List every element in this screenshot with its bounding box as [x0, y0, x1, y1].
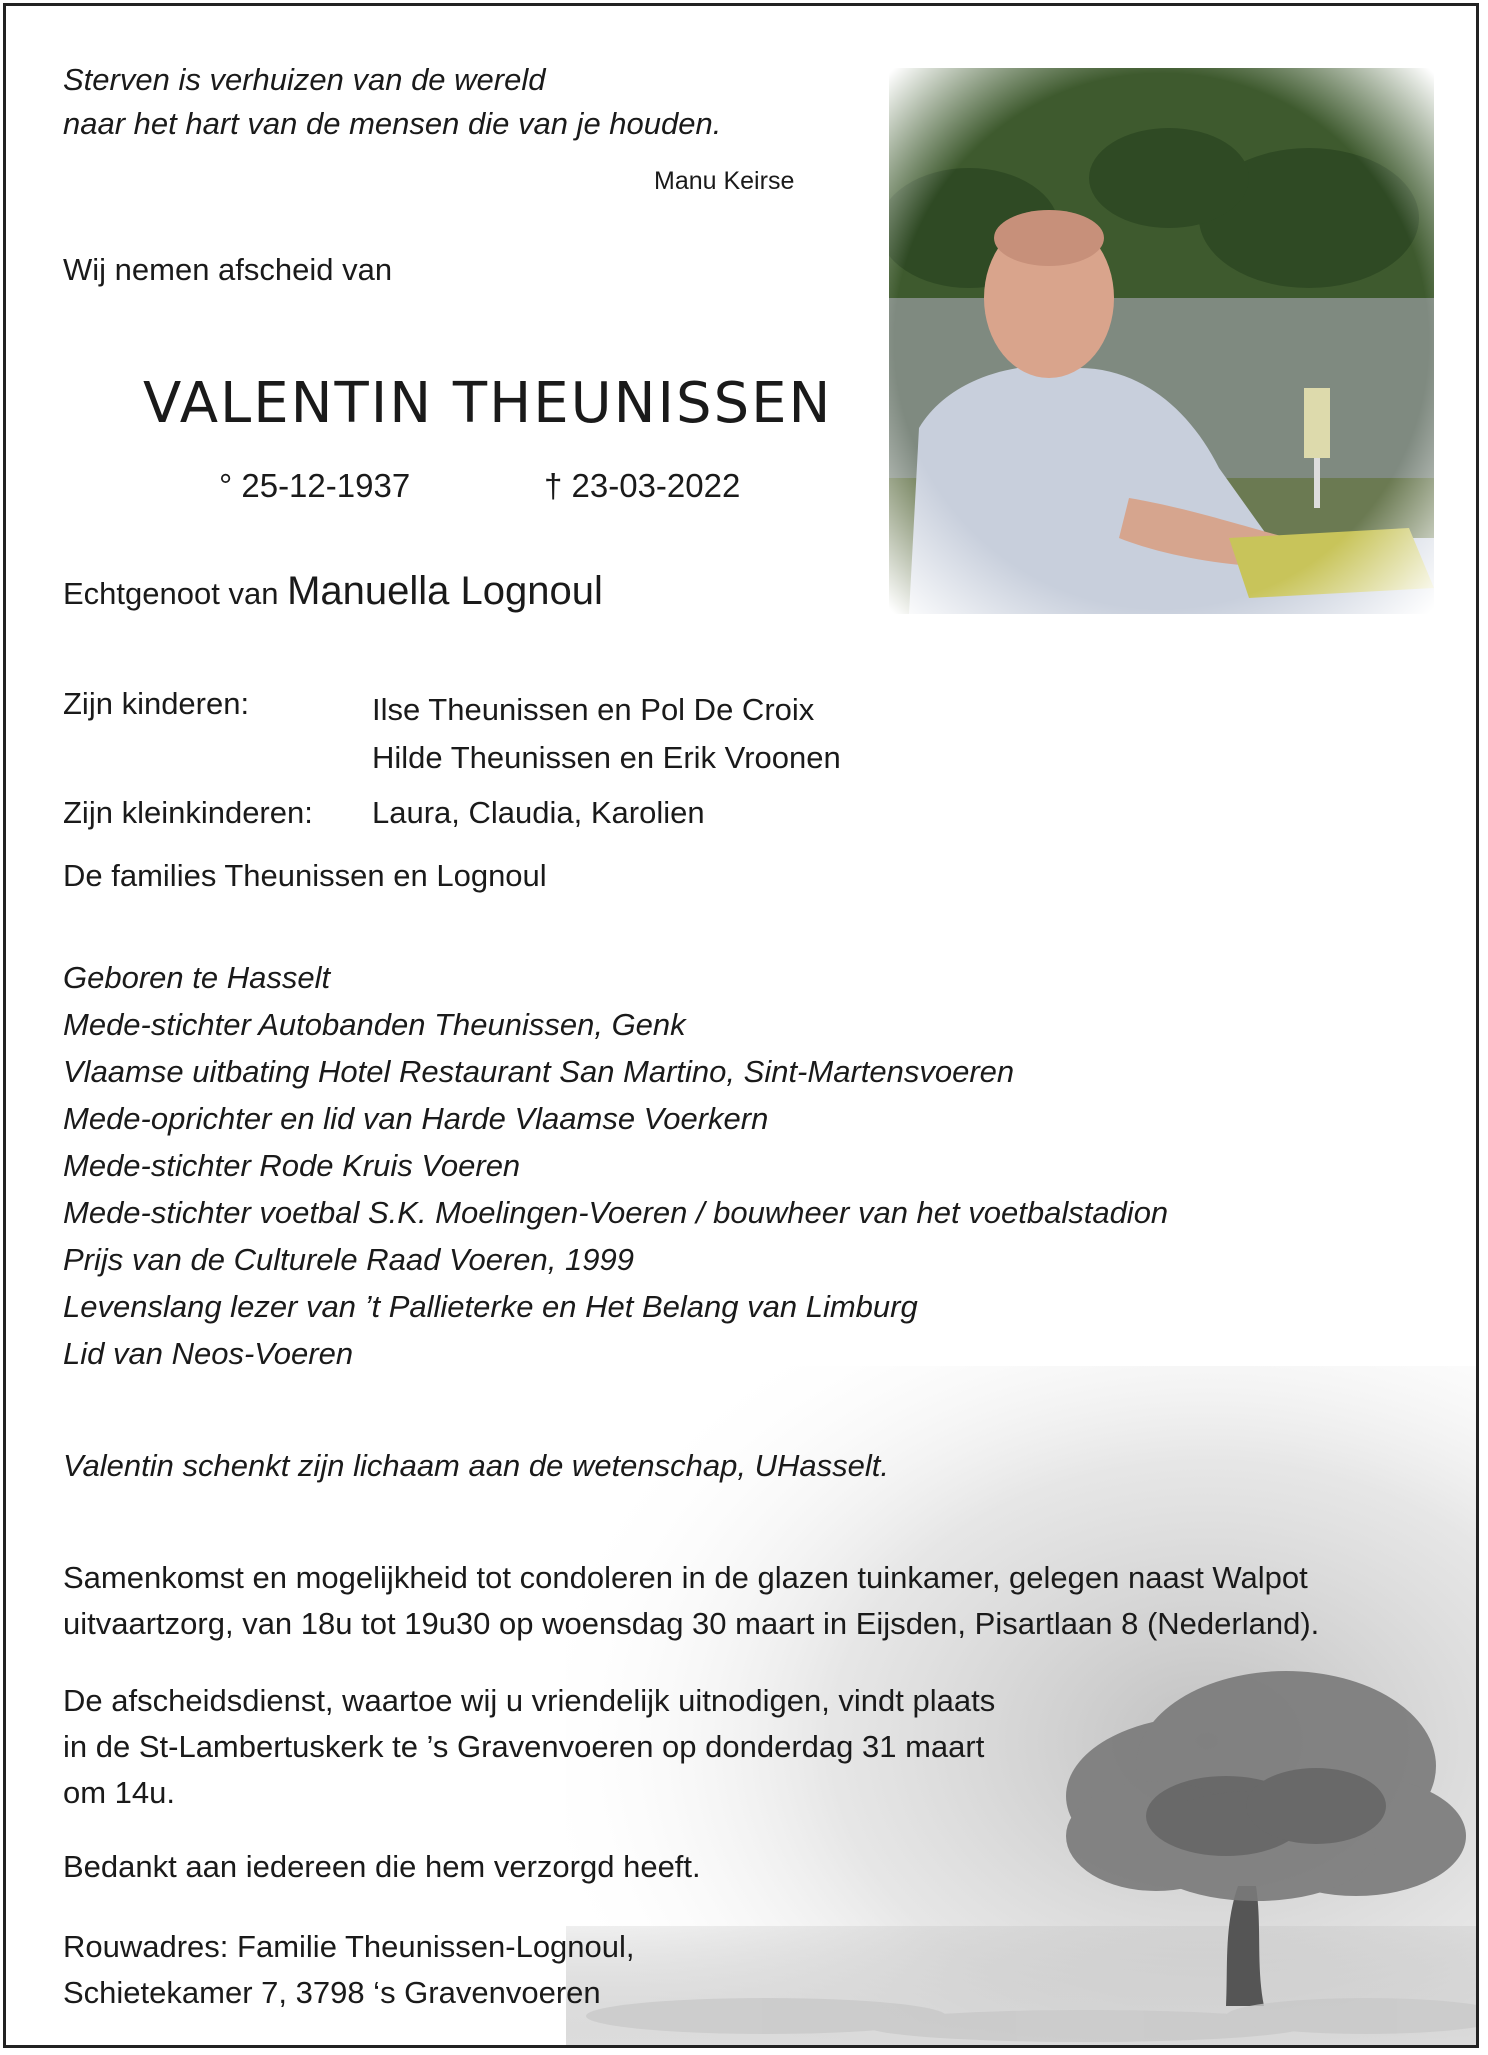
service-line-2: in de St-Lambertuskerk te ’s Gravenvoeren op donderdag 31 maart — [63, 1729, 985, 1764]
spouse-prefix: Echtgenoot van — [63, 576, 279, 611]
child-item: Hilde Theunissen en Erik Vroonen — [372, 740, 841, 775]
spouse-name: Manuella Lognoul — [287, 569, 603, 613]
address-line-1: Rouwadres: Familie Theunissen-Lognoul, — [63, 1929, 635, 1964]
birth-date: ° 25-12-1937 — [219, 467, 411, 504]
grandchildren-value: Laura, Claudia, Karolien — [372, 795, 705, 830]
service-paragraph — [63, 1678, 1143, 1816]
bio-item: Geboren te Hasselt — [63, 960, 331, 995]
service-line-1: De afscheidsdienst, waartoe wij u vriendelijk uitnodigen, vindt plaats — [63, 1683, 996, 1718]
poem-line-1: Sterven is verhuizen van de wereld — [63, 62, 546, 97]
biography-list — [63, 954, 1168, 1377]
address-line-2: Schietekamer 7, 3798 ‘s Gravenvoeren — [63, 1975, 601, 2010]
gathering-paragraph — [63, 1555, 1443, 1647]
portrait-photo — [889, 68, 1434, 614]
poem-line-2: naar het hart van de mensen die van je houden. — [63, 106, 722, 141]
science-donation-text: Valentin schenkt zijn lichaam aan de wetenschap, UHasselt. — [63, 1448, 889, 1483]
grandchildren-label: Zijn kleinkinderen: — [63, 795, 313, 830]
obituary-card — [3, 3, 1479, 2048]
thanks-text: Bedankt aan iedereen die hem verzorgd heeft. — [63, 1849, 701, 1884]
death-date: † 23-03-2022 — [544, 467, 741, 504]
bio-item: Mede-stichter voetbal S.K. Moelingen-Voeren / bouwheer van het voetbalstadion — [63, 1195, 1169, 1230]
bio-item: Mede-stichter Rode Kruis Voeren — [63, 1148, 521, 1183]
mourning-address — [63, 1924, 635, 2016]
bio-item: Vlaamse uitbating Hotel Restaurant San Martino, Sint-Martensvoeren — [63, 1054, 1015, 1089]
child-item: Ilse Theunissen en Pol De Croix — [372, 692, 815, 727]
service-line-3: om 14u. — [63, 1775, 176, 1810]
deceased-name: VALENTIN THEUNISSEN — [143, 371, 833, 436]
gathering-line-1: Samenkomst en mogelijkheid tot condoleren in de glazen tuinkamer, gelegen naast Walpot — [63, 1560, 1308, 1595]
gathering-line-2: uitvaartzorg, van 18u tot 19u30 op woensdag 30 maart in Eijsden, Pisartlaan 8 (Nederland). — [63, 1606, 1320, 1641]
children-list — [372, 686, 841, 782]
bio-item: Mede-oprichter en lid van Harde Vlaamse Voerkern — [63, 1101, 769, 1136]
poem-author: Manu Keirse — [654, 167, 795, 195]
bio-item: Lid van Neos-Voeren — [63, 1336, 354, 1371]
intro-text: Wij nemen afscheid van — [63, 252, 393, 287]
bio-item: Prijs van de Culturele Raad Voeren, 1999 — [63, 1242, 634, 1277]
spouse-line — [63, 569, 603, 614]
families-text: De families Theunissen en Lognoul — [63, 858, 547, 893]
bio-item: Mede-stichter Autobanden Theunissen, Genk — [63, 1007, 686, 1042]
poem-quote — [63, 58, 721, 146]
children-label: Zijn kinderen: — [63, 686, 250, 721]
bio-item: Levenslang lezer van ’t Pallieterke en Het Belang van Limburg — [63, 1289, 918, 1324]
